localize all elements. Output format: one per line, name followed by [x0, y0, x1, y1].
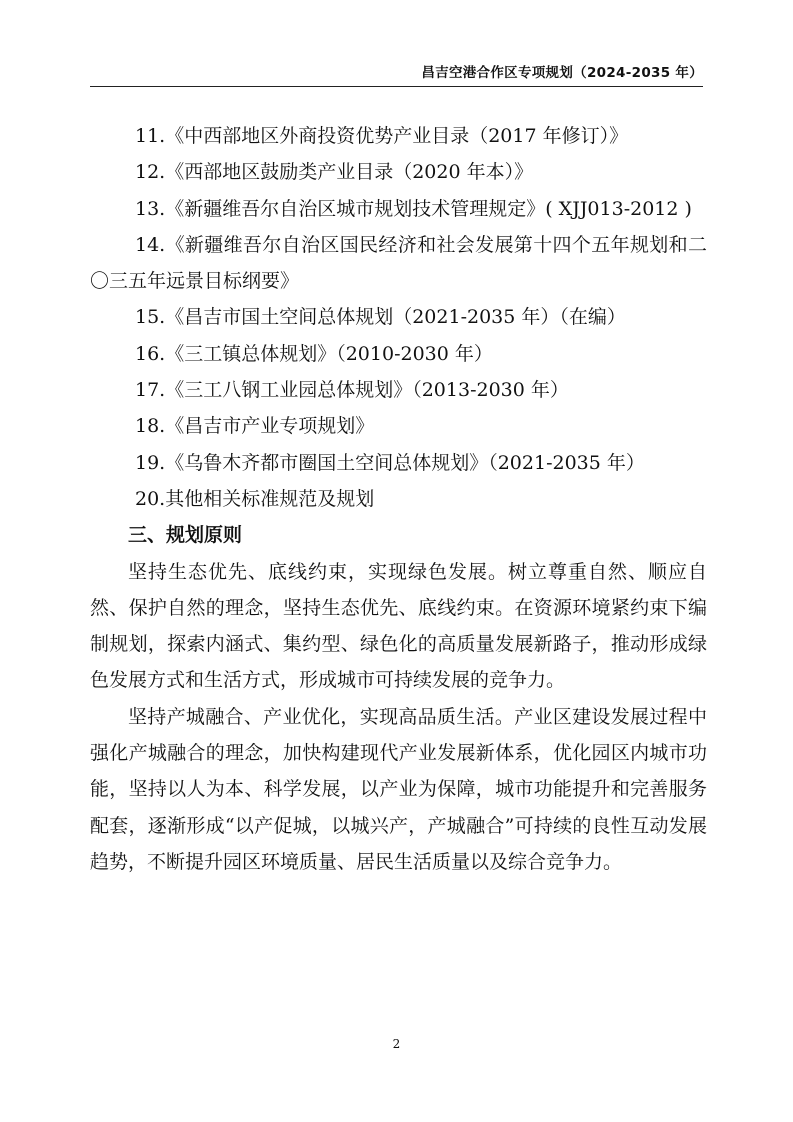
page-header — [90, 62, 703, 87]
reference-item-11: 11.《中西部地区外商投资优势产业目录（2017 年修订）》 — [135, 125, 629, 147]
reference-item-16: 16.《三工镇总体规划》（2010-2030 年） — [135, 342, 493, 365]
page-number: 2 — [392, 1037, 401, 1051]
reference-list — [90, 118, 707, 517]
reference-item-18: 18.《昌吉市产业专项规划》 — [135, 415, 375, 438]
reference-item-17: 17.《三工八钢工业园总体规划》（2013-2030 年） — [135, 379, 569, 402]
reference-item-14: 14.《新疆维吾尔自治区国民经济和社会发展第十四个五年规划和二〇三五年远景目标纲要》 — [90, 233, 707, 293]
reference-item-20: 20.其他相关标准规范及规划 — [135, 487, 375, 510]
reference-item-19: 19.《乌鲁木齐都市圈国土空间总体规划》（2021-2035 年） — [135, 451, 645, 474]
reference-item-15: 15.《昌吉市国土空间总体规划（2021-2035 年）（在编） — [135, 306, 626, 329]
reference-item-13: 13.《新疆维吾尔自治区城市规划技术管理规定》( XJJ013-2012 ) — [135, 197, 692, 220]
principle-paragraph-1: 坚持生态优先、底线约束，实现绿色发展。树立尊重自然、顺应自然、保护自然的理念，坚持生态优先、底线约束。在资源环境紧约束下编制规划，探索内涵式、集约型、绿色化的高质量发展新路子，推动形成绿色发展方式和生活方式，形成城市可持续发展的竞争力。 — [90, 560, 707, 692]
page-body — [90, 118, 707, 880]
principle-paragraph-2: 坚持产城融合、产业优化，实现高品质生活。产业区建设发展过程中强化产城融合的理念，加快构建现代产业发展新体系，优化园区内城市功能，坚持以人为本、科学发展，以产业为保障，城市功能提升和完善服务配套，逐渐形成“以产促城，以城兴产，产城融合”可持续的良性互动发展趋势，不断提升园区环境质量、居民生活质量以及综合竞争力。 — [90, 705, 707, 873]
section-heading: 三、规划原则 — [128, 524, 243, 547]
header-title: 昌吉空港合作区专项规划（2024-2035 年） — [421, 65, 703, 81]
reference-item-12: 12.《西部地区鼓励类产业目录（2020 年本）》 — [135, 161, 534, 184]
